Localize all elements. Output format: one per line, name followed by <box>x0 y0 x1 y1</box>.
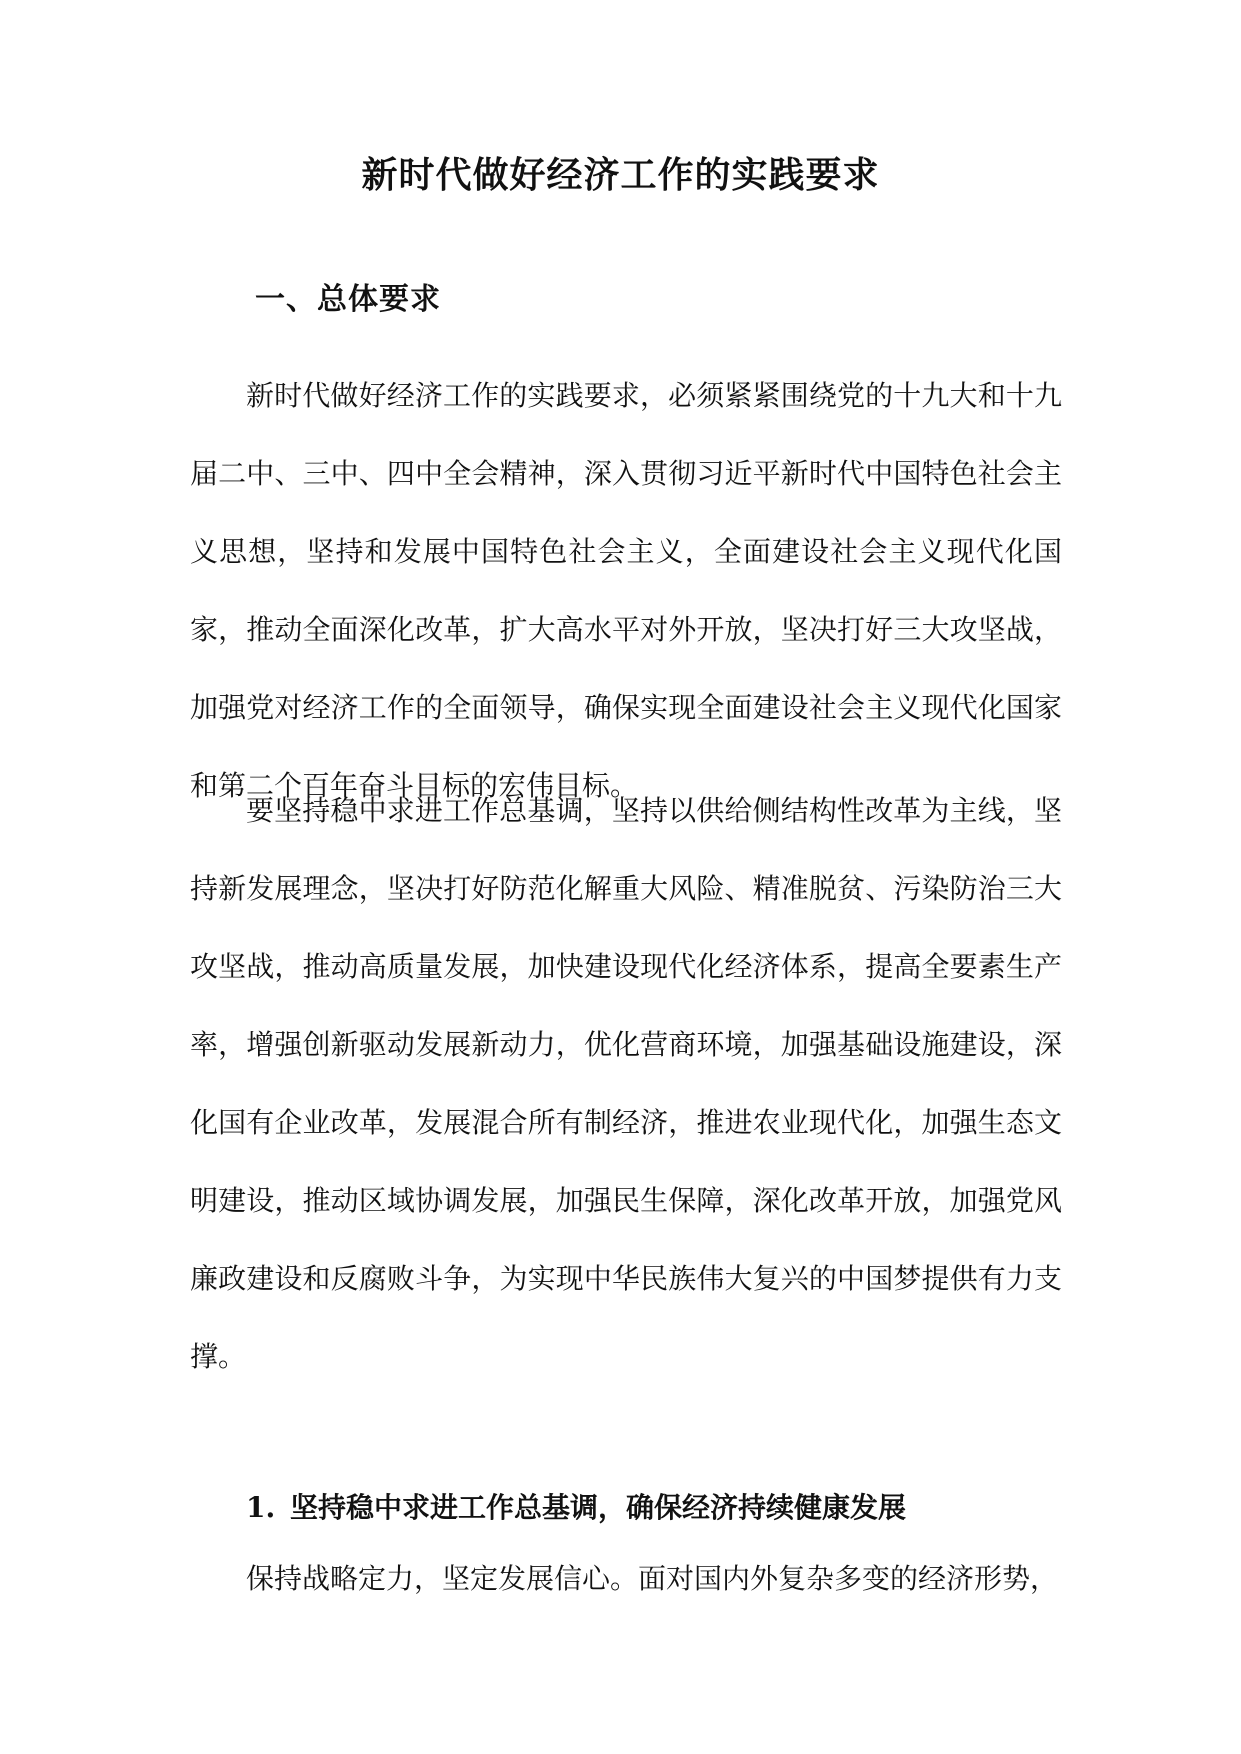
paragraph-1: 新时代做好经济工作的实践要求，必须紧紧围绕党的十九大和十九届二中、三中、四中全会精神，深入贯彻习近平新时代中国特色社会主义思想，坚持和发展中国特色社会主义，全面建设社会主义现代化国家，推动全面深化改革，扩大高水平对外开放，坚决打好三大攻坚战，加强党对经济工作的全面领导，确保实现全面建设社会主义现代化国家和第二个百年奋斗目标的宏伟目标。 <box>190 379 1062 802</box>
section-heading: 一、总体要求 <box>255 282 441 317</box>
paragraph-2: 要坚持稳中求进工作总基调，坚持以供给侧结构性改革为主线，坚持新发展理念，坚决打好防范化解重大风险、精准脱贫、污染防治三大攻坚战，推动高质量发展，加快建设现代化经济体系，提高全要素生产率，增强创新驱动发展新动力，优化营商环境，加强基础设施建设，深化国有企业改革，发展混合所有制经济，推进农业现代化，加强生态文明建设，推动区域协调发展，加强民生保障，深化改革开放，加强党风廉政建设和反腐败斗争，为实现中华民族伟大复兴的中国梦提供有力支撑。 <box>190 794 1062 1373</box>
subsection-number: 1. <box>246 1491 276 1524</box>
document-title: 新时代做好经济工作的实践要求 <box>361 154 880 196</box>
subsection-heading <box>246 1488 906 1528</box>
paragraph-3: 保持战略定力，坚定发展信心。面对国内外复杂多变的经济形势， <box>246 1562 1059 1595</box>
subsection-heading-text: 坚持稳中求进工作总基调，确保经济持续健康发展 <box>290 1491 907 1524</box>
